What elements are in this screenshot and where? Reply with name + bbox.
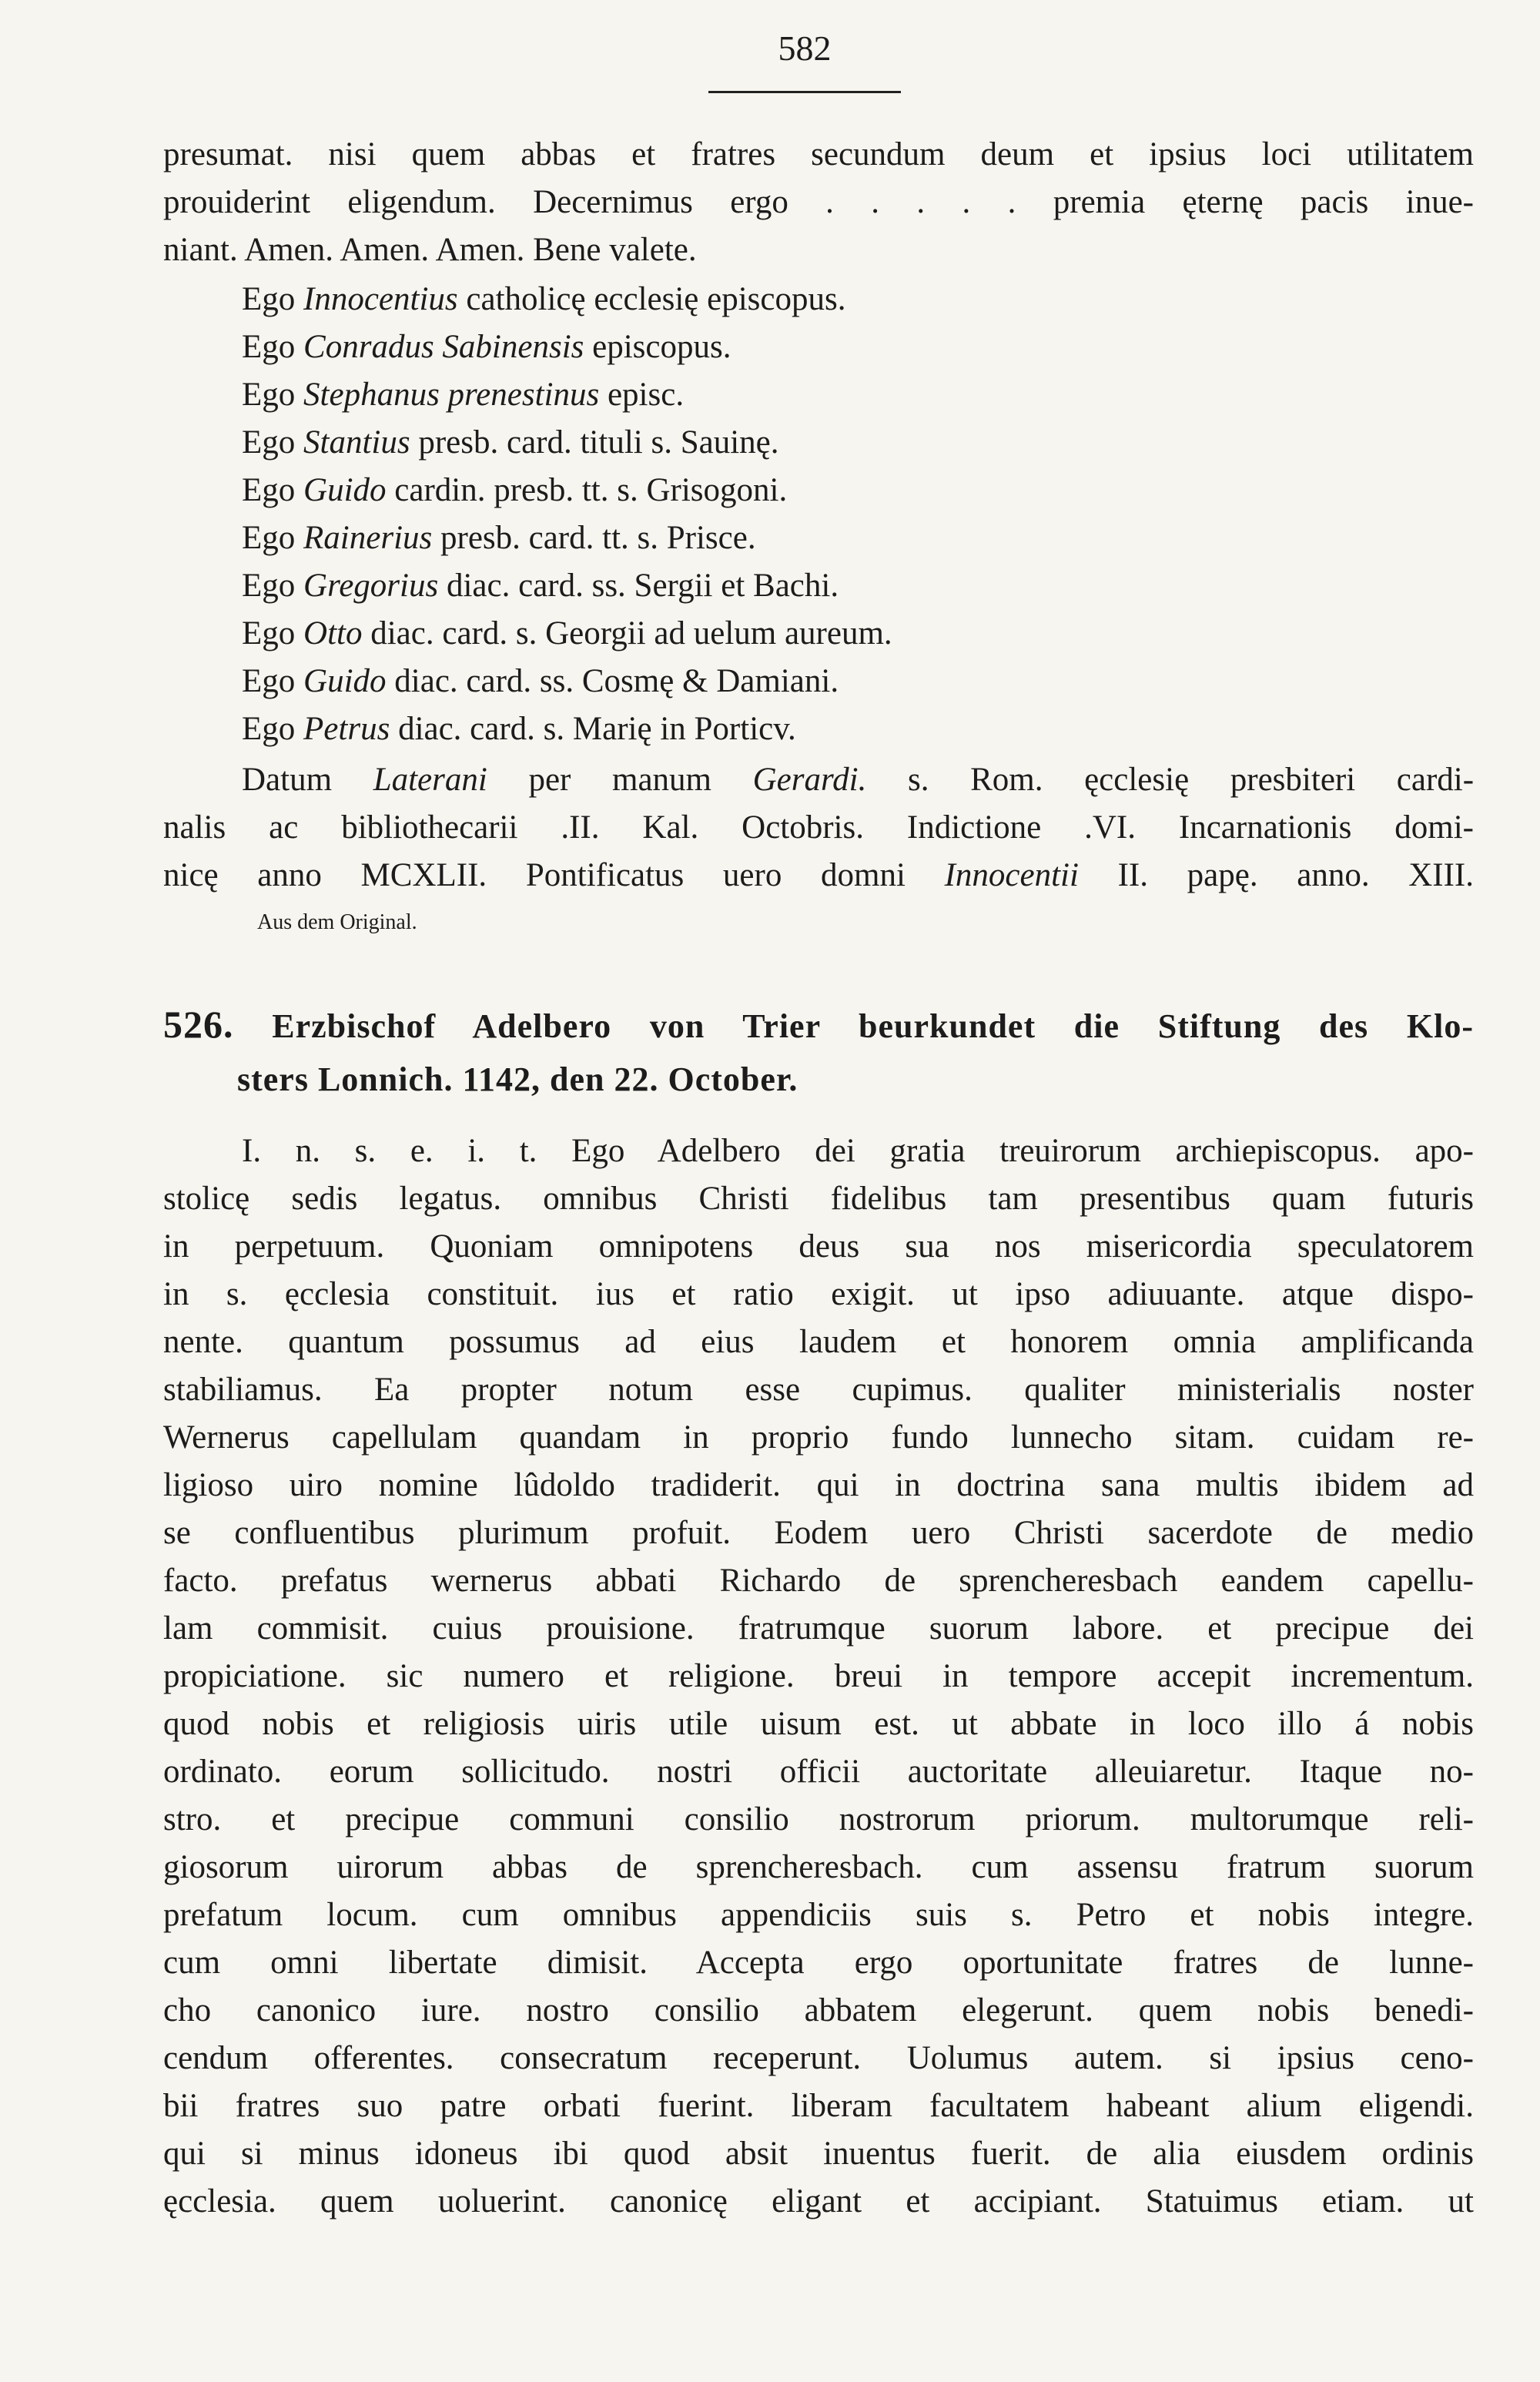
source-note: Aus dem Original.	[257, 910, 417, 934]
body-line: ligioso uiro nomine lûdoldo tradiderit. qui in doctrina sana multis ibidem ad	[163, 1467, 1474, 1503]
page-number-rule	[708, 91, 901, 93]
text-line: niant. Amen. Amen. Amen. Bene valete.	[163, 232, 697, 268]
body-line: giosorum uirorum abbas de sprencheresbach. cum assensu fratrum suorum	[163, 1849, 1474, 1885]
document-number: 526.	[163, 1003, 234, 1046]
body-line: stolicę sedis legatus. omnibus Christi fidelibus tam presentibus quam futuris	[163, 1181, 1474, 1217]
body-line: cendum offerentes. consecratum receperunt. Uolumus autem. si ipsius ceno-	[163, 2040, 1474, 2076]
body-line: stro. et precipue communi consilio nostrorum priorum. multorumque reli-	[163, 1801, 1474, 1838]
body-line: facto. prefatus wernerus abbati Richardo de sprencheresbach eandem capellu-	[163, 1563, 1474, 1599]
signature-line: Ego Gregorius diac. card. ss. Sergii et Bachi.	[242, 568, 839, 604]
body-line: in s. ęcclesia constituit. ius et ratio exigit. ut ipso adiuuante. atque dispo-	[163, 1276, 1474, 1312]
signature-line: Ego Stantius presb. card. tituli s. Sauinę.	[242, 424, 779, 461]
body-line: I. n. s. e. i. t. Ego Adelbero dei gratia treuirorum archiepiscopus. apo-	[242, 1133, 1474, 1169]
signature-line: Ego Conradus Sabinensis episcopus.	[242, 329, 732, 365]
signature-line: Ego Rainerius presb. card. tt. s. Prisce.	[242, 520, 756, 556]
body-line: cho canonico iure. nostro consilio abbatem elegerunt. quem nobis benedi-	[163, 1992, 1474, 2029]
body-line: Wernerus capellulam quandam in proprio fundo lunnecho sitam. cuidam re-	[163, 1419, 1474, 1456]
text-line: presumat. nisi quem abbas et fratres secundum deum et ipsius loci utilitatem	[163, 136, 1474, 173]
body-line: propiciatione. sic numero et religione. breui in tempore accepit incrementum.	[163, 1658, 1474, 1694]
text-line: prouiderint eligendum. Decernimus ergo . . . . . premia ęternę pacis inue-	[163, 184, 1474, 220]
body-line: cum omni libertate dimisit. Accepta ergo oportunitate fratres de lunne-	[163, 1945, 1474, 1981]
body-line: stabiliamus. Ea propter notum esse cupimus. qualiter ministerialis noster	[163, 1372, 1474, 1408]
body-line: quod nobis et religiosis uiris utile uisum est. ut abbate in loco illo á nobis	[163, 1706, 1474, 1742]
document-heading: 526. Erzbischof Adelbero von Trier beurkundet die Stiftung des Klo-	[163, 1003, 1474, 1046]
body-line: prefatum locum. cum omnibus appendiciis suis s. Petro et nobis integre.	[163, 1897, 1474, 1933]
datum-line: nalis ac bibliothecarii .II. Kal. Octobris. Indictione .VI. Incarnationis domi-	[163, 809, 1474, 846]
datum-line: Datum Laterani per manum Gerardi. s. Rom. ęcclesię presbiteri cardi-	[242, 762, 1475, 798]
body-line: lam commisit. cuius prouisione. fratrumque suorum labore. et precipue dei	[163, 1610, 1474, 1647]
body-line: in perpetuum. Quoniam omnipotens deus sua nos misericordia speculatorem	[163, 1228, 1474, 1265]
signature-line: Ego Innocentius catholicę ecclesię episcopus.	[242, 281, 846, 317]
page-number: 582	[778, 28, 832, 68]
body-line: ordinato. eorum sollicitudo. nostri officii auctoritate alleuiaretur. Itaque no-	[163, 1754, 1474, 1790]
document-heading-line2: sters Lonnich. 1142, den 22. October.	[237, 1060, 798, 1098]
body-line: bii fratres suo patre orbati fuerint. liberam facultatem habeant alium eligendi.	[163, 2088, 1474, 2124]
body-line: nente. quantum possumus ad eius laudem et honorem omnia amplificanda	[163, 1324, 1474, 1360]
body-line: ęcclesia. quem uoluerint. canonicę eligant et accipiant. Statuimus etiam. ut	[163, 2183, 1474, 2220]
signature-line: Ego Otto diac. card. s. Georgii ad uelum aureum.	[242, 615, 892, 652]
datum-line: nicę anno MCXLII. Pontificatus uero domni Innocentii II. papę. anno. XIII.	[163, 857, 1475, 893]
signature-line: Ego Guido diac. card. ss. Cosmę & Damiani.	[242, 663, 839, 699]
signature-line: Ego Petrus diac. card. s. Marię in Porticv.	[242, 711, 796, 747]
body-line: qui si minus idoneus ibi quod absit inuentus fuerit. de alia eiusdem ordinis	[163, 2136, 1474, 2172]
body-line: se confluentibus plurimum profuit. Eodem uero Christi sacerdote de medio	[163, 1515, 1474, 1551]
signature-line: Ego Guido cardin. presb. tt. s. Grisogoni.	[242, 472, 788, 508]
signature-line: Ego Stephanus prenestinus episc.	[242, 377, 685, 413]
